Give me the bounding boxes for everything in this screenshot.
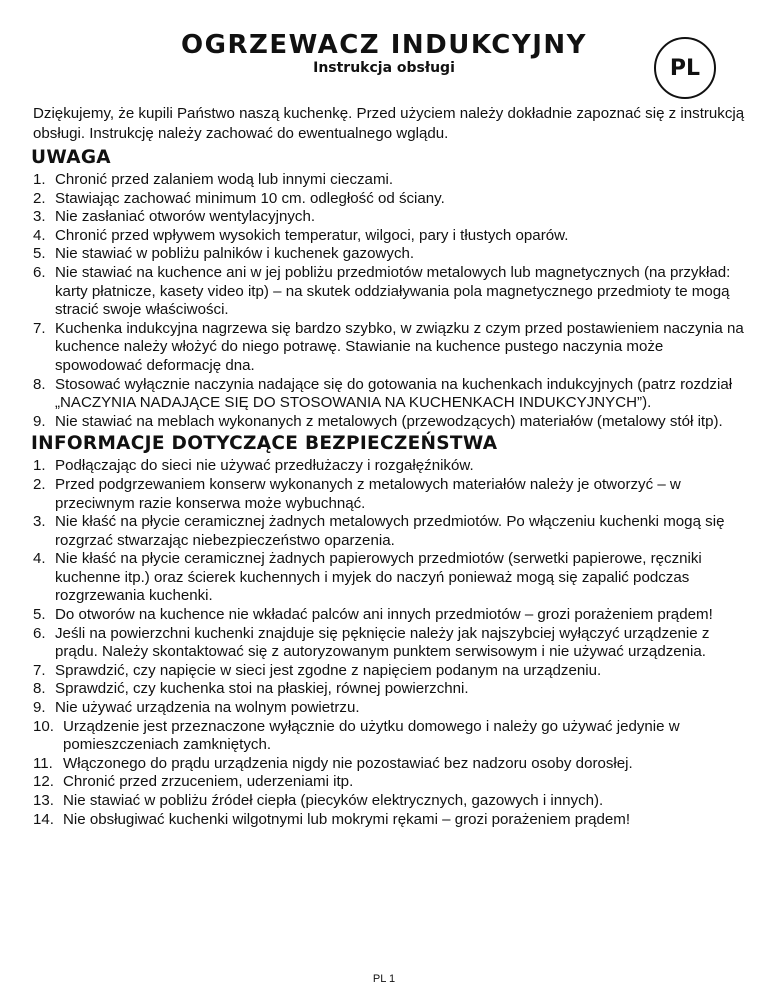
list-item (33, 662, 748, 681)
list-item-number: 5. (33, 606, 46, 624)
list-item-text: Włączonego do prądu urządzenia nigdy nie pozostawiać bez nadzoru osoby dorosłej. (63, 754, 633, 772)
list-item (33, 245, 748, 264)
document-header (0, 30, 768, 90)
list-item-number: 4. (33, 226, 46, 244)
list-item-text: Jeśli na powierzchni kuchenki znajduje się pęknięcie należy jak najszybciej wyłączyć urządzenie z prądu. Należy skontaktować się z autoryzowanym punktem serwisowym i nie używać urządzenia. (55, 624, 710, 661)
list-item-text: Do otworów na kuchence nie wkładać palców ani innych przedmiotów – grozi porażeniem prądem! (55, 606, 713, 624)
list-item (33, 550, 748, 606)
list-item (33, 625, 748, 662)
list-item-text: Stawiając zachować minimum 10 cm. odległość od ściany. (55, 189, 445, 207)
list-item-text: Kuchenka indukcyjna nagrzewa się bardzo szybko, w związku z czym przed postawieniem naczynia na kuchence należy włożyć do niego potrawę. Stawianie na kuchence pustego naczynia może spowodować deformację dna. (55, 319, 744, 374)
list-item (33, 208, 748, 227)
uwaga-list (33, 171, 748, 431)
list-item-text: Sprawdzić, czy napięcie w sieci jest zgodne z napięciem podanym na urządzeniu. (55, 661, 602, 679)
list-item-number: 3. (33, 513, 46, 531)
list-item-text: Nie zasłaniać otworów wentylacyjnych. (55, 208, 316, 226)
list-item (33, 476, 748, 513)
list-item (33, 513, 748, 550)
list-item-number: 11. (33, 754, 53, 772)
list-item-text: Urządzenie jest przeznaczone wyłącznie do użytku domowego i należy go używać jedynie w pomieszczeniach zamkniętych. (63, 717, 680, 754)
list-item-number: 2. (33, 475, 46, 493)
list-item-number: 6. (33, 624, 46, 642)
list-item-number: 7. (33, 319, 46, 337)
document-body (33, 104, 748, 829)
safety-list (33, 457, 748, 829)
list-item (33, 376, 748, 413)
list-item (33, 773, 748, 792)
list-item-number: 1. (33, 457, 46, 475)
list-item-text: Chronić przed zrzuceniem, uderzeniami itp. (63, 773, 354, 791)
section-heading-safety: INFORMACJE DOTYCZĄCE BEZPIECZEŃSTWA (31, 433, 498, 455)
list-item-text: Przed podgrzewaniem konserw wykonanych z metalowych materiałów należy je otworzyć – w przeciwnym razie konserwa może wybuchnąć. (55, 475, 681, 512)
list-item-text: Sprawdzić, czy kuchenka stoi na płaskiej, równej powierzchni. (55, 680, 469, 698)
document-subtitle: Instrukcja obsługi (313, 60, 455, 76)
list-item (33, 190, 748, 209)
list-item (33, 811, 748, 830)
list-item-number: 7. (33, 661, 46, 679)
list-item-number: 6. (33, 263, 46, 281)
list-item-number: 4. (33, 550, 46, 568)
list-item-number: 10. (33, 717, 54, 735)
list-item (33, 320, 748, 376)
list-item (33, 699, 748, 718)
list-item (33, 264, 748, 320)
list-item-text: Nie obsługiwać kuchenki wilgotnymi lub mokrymi rękami – grozi porażeniem prądem! (63, 810, 631, 828)
list-item-number: 14. (33, 810, 54, 828)
list-item-number: 1. (33, 171, 46, 188)
list-item (33, 718, 748, 755)
list-item-number: 13. (33, 792, 54, 809)
intro-paragraph: Dziękujemy, że kupili Państwo naszą kuchenkę. Przed użyciem należy dokładnie zapoznać się z instrukcją obsługi. Instrukcję należy zachować do ewentualnego wglądu. (33, 105, 745, 142)
list-item-text: Stosować wyłącznie naczynia nadające się do gotowania na kuchenkach indukcyjnych (patrz rozdział „NACZYNIA NADAJĄCE SIĘ DO STOSOWANIA NA KUCHENKACH INDUKCYJNYCH”). (55, 375, 733, 412)
list-item-text: Chronić przed wpływem wysokich temperatur, wilgoci, pary i tłustych oparów. (55, 226, 569, 244)
list-item-text: Nie kłaść na płycie ceramicznej żadnych metalowych przedmiotów. Po włączeniu kuchenki mogą się rozgrzać stwarzając niebezpieczeństwo oparzenia. (55, 513, 725, 549)
list-item (33, 606, 748, 625)
language-badge: PL (654, 37, 716, 99)
list-item-number: 8. (33, 680, 46, 698)
list-item-text: Chronić przed zalaniem wodą lub innymi cieczami. (55, 171, 394, 188)
list-item (33, 792, 748, 811)
list-item-text: Nie używać urządzenia na wolnym powietrzu. (55, 699, 360, 717)
list-item (33, 457, 748, 476)
list-item (33, 755, 748, 774)
list-item-number: 5. (33, 245, 46, 263)
list-item-text: Podłączając do sieci nie używać przedłużaczy i rozgałęźników. (55, 457, 474, 475)
list-item-text: Nie stawiać w pobliżu palników i kuchenek gazowych. (55, 245, 415, 263)
list-item-number: 3. (33, 208, 46, 226)
list-item-text: Nie stawiać na kuchence ani w jej pobliżu przedmiotów metalowych lub magnetycznych (na przykład: karty płatnicze, kasety video itp) – na skutek oddziaływania pola magnetycznego przedmioty te mogą stracić swoje właściwości. (55, 263, 731, 319)
list-item (33, 680, 748, 699)
list-item-text: Nie kłaść na płycie ceramicznej żadnych papierowych przedmiotów (serwetki papierowe, ręczniki kuchenne itp.) oraz ścierek kuchennych i myjek do naczyń ponieważ mogą się zapalić podczas rozgrzewania kuchenki. (55, 550, 702, 605)
list-item-number: 9. (33, 699, 46, 717)
list-item-text: Nie stawiać na meblach wykonanych z metalowych (przewodzących) materiałów (metalowy stół itp). (55, 412, 723, 430)
page-number: PL 1 (372, 973, 396, 985)
list-item (33, 171, 748, 190)
list-item-number: 8. (33, 375, 46, 393)
list-item-number: 9. (33, 412, 46, 430)
document-title: OGRZEWACZ INDUKCYJNY (181, 30, 587, 60)
list-item (33, 413, 748, 432)
list-item (33, 227, 748, 246)
list-item-text: Nie stawiać w pobliżu źródeł ciepła (piecyków elektrycznych, gazowych i innych). (63, 792, 604, 809)
list-item-number: 2. (33, 189, 46, 207)
section-heading-uwaga: UWAGA (31, 147, 111, 168)
list-item-number: 12. (33, 773, 54, 791)
